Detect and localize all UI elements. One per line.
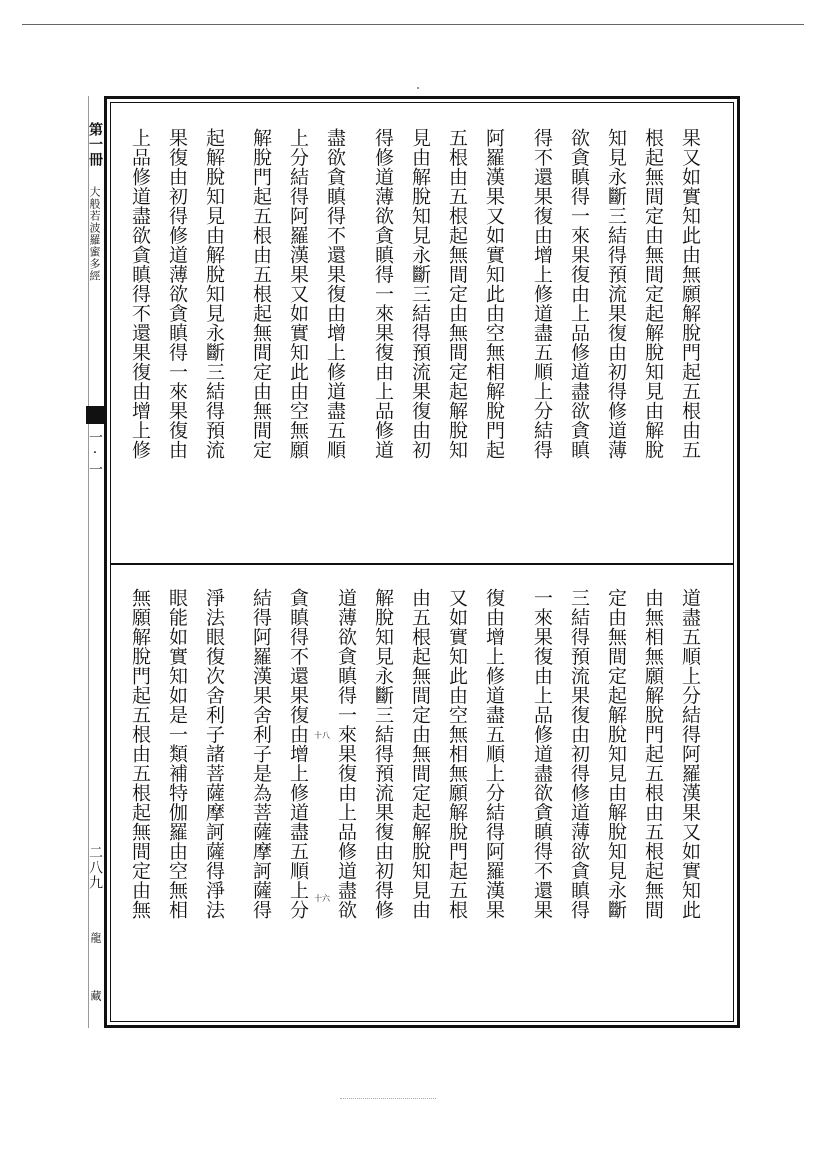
text-column: 結得阿羅漢果舍利子是為菩薩摩訶薩得 xyxy=(250,588,272,920)
collection-mark: 藏 xyxy=(89,990,102,1002)
text-column: 解脫門起五根由五根起無間定由無間定 xyxy=(250,128,272,460)
text-column: 由五根起無間定由無間定起解脫知見由 xyxy=(409,588,431,920)
text-column: 見由解脫知見永斷三結得預流果復由初 xyxy=(409,128,431,460)
folio-label: 一·一 xyxy=(87,430,103,477)
text-column: 得修道薄欲貪瞋得一來果復由上品修道 xyxy=(372,128,394,460)
text-column: 知見永斷三結得預流果復由初得修道薄 xyxy=(605,128,627,460)
text-column: 由無相無願解脫門起五根由五根起無間 xyxy=(642,588,664,920)
scan-speck xyxy=(417,87,419,89)
text-column: 欲貪瞋得一來果復由上品修道盡欲貪瞋 xyxy=(568,128,590,460)
text-column: 得不還果復由增上修道盡五順上分結得 xyxy=(531,128,553,460)
text-column: 復由增上修道盡五順上分結得阿羅漢果 xyxy=(483,588,505,920)
fishtail-mark xyxy=(86,406,106,424)
text-column: 果復由初得修道薄欲貪瞋得一來果復由 xyxy=(166,128,188,460)
text-column: 道薄欲貪瞋得一來果復由上品修道盡欲 xyxy=(335,588,357,920)
text-column: 解脫知見永斷三結得預流果復由初得修 xyxy=(372,588,394,920)
text-column: 阿羅漢果又如實知此由空無相解脫門起 xyxy=(483,128,505,460)
annotation-note: 十六 xyxy=(314,894,330,903)
text-column: 三結得預流果復由初得修道薄欲貪瞋得 xyxy=(568,588,590,920)
text-column: 起解脫知見由解脫知見永斷三結得預流 xyxy=(203,128,225,460)
text-column: 上品修道盡欲貪瞋得不還果復由增上修 xyxy=(129,128,151,460)
publisher-mark: 龍 xyxy=(89,932,102,944)
sutra-title: 大般若波羅蜜多經 xyxy=(88,186,101,282)
text-column: 道盡五順上分結得阿羅漢果又如實知此 xyxy=(679,588,701,920)
text-column: 淨法眼復次舍利子諸菩薩摩訶薩得淨法 xyxy=(203,588,225,920)
text-column: 定由無間定起解脫知見由解脫知見永斷 xyxy=(605,588,627,920)
annotation-note: 十八 xyxy=(314,731,330,740)
text-column: 五根由五根起無間定由無間定起解脫知 xyxy=(446,128,468,460)
text-column: 眼能如實知如是一類補特伽羅由空無相 xyxy=(166,588,188,920)
scan-dots xyxy=(340,1098,436,1101)
text-column: 盡欲貪瞋得不還果復由增上修道盡五順 xyxy=(324,128,346,460)
text-column: 無願解脫門起五根由五根起無間定由無 xyxy=(129,588,151,920)
text-column: 貪瞋得不還果復由增上修道盡五順上分 xyxy=(287,588,309,920)
register-divider xyxy=(110,563,734,565)
text-column: 根起無間定由無間定起解脫知見由解脫 xyxy=(642,128,664,460)
text-column: 又如實知此由空無相無願解脫門起五根 xyxy=(446,588,468,920)
text-column: 果又如實知此由無願解脫門起五根由五 xyxy=(679,128,701,460)
text-column: 上分結得阿羅漢果又如實知此由空無願 xyxy=(287,128,309,460)
page-number: 二八九 xyxy=(87,845,103,890)
top-rule xyxy=(22,24,804,25)
volume-label: 第一冊 xyxy=(87,122,103,167)
text-column: 一來果復由上品修道盡欲貪瞋得不還果 xyxy=(531,588,553,920)
